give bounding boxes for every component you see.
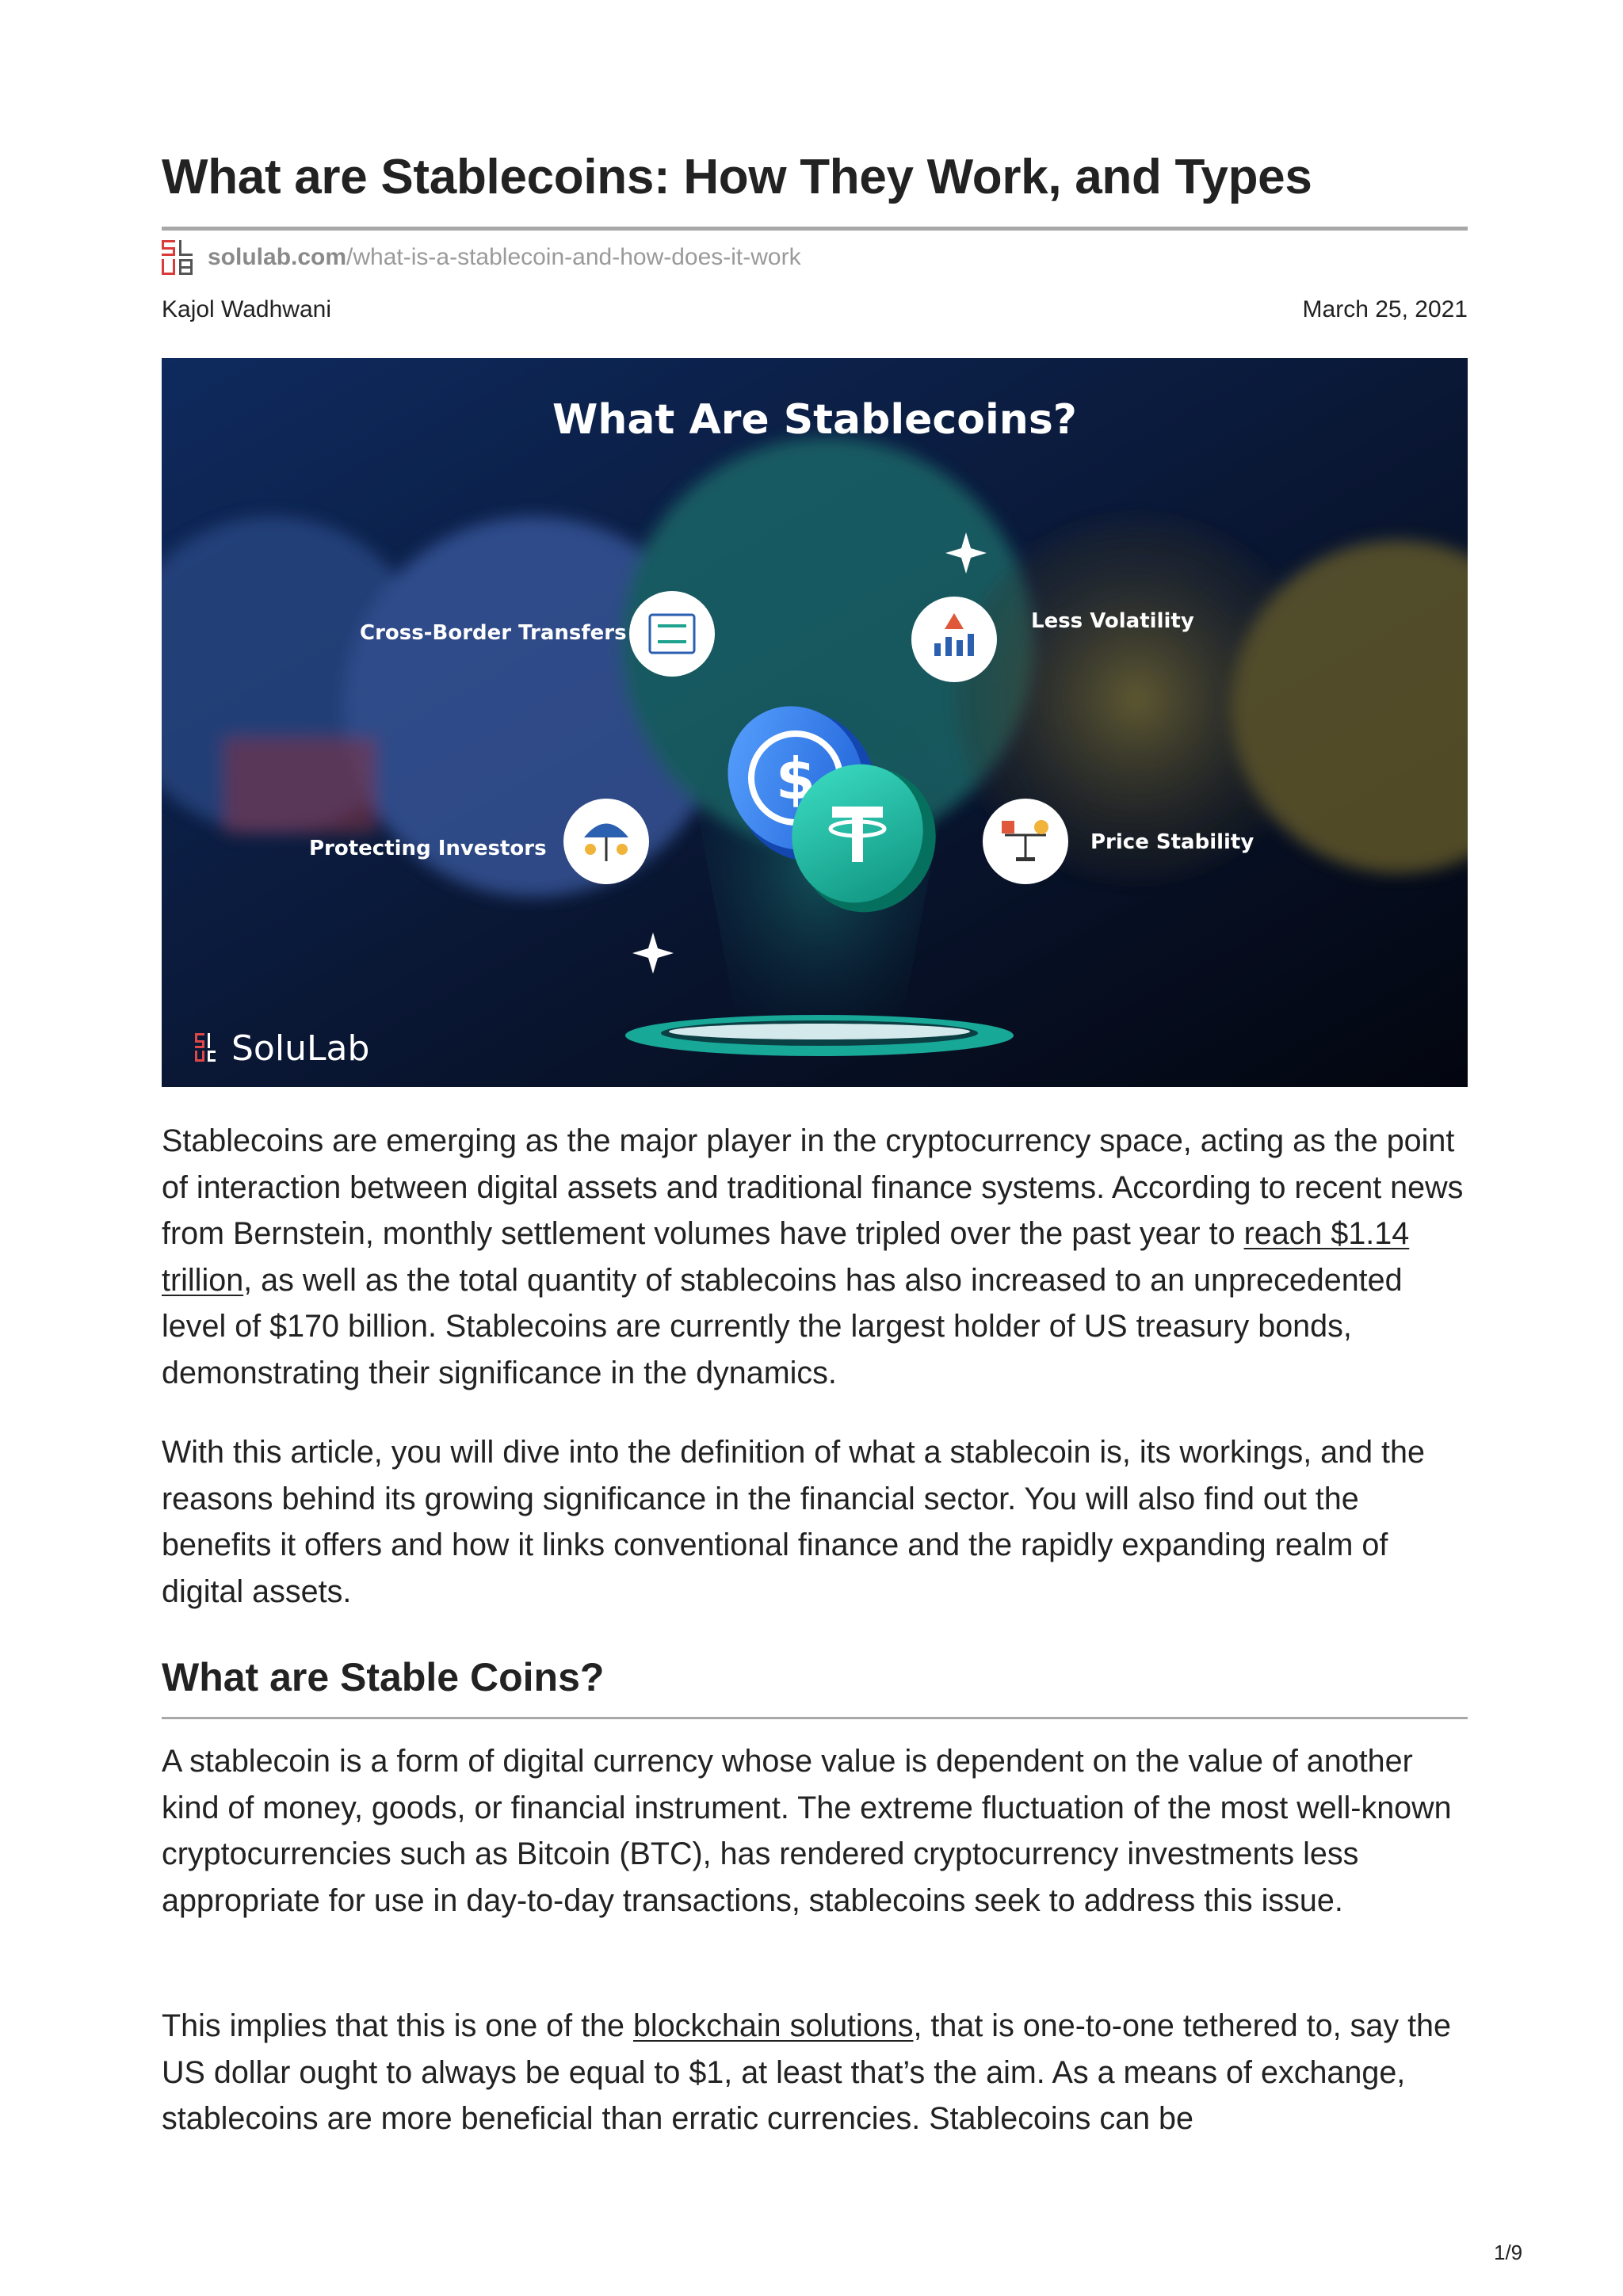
svg-text:$: $ bbox=[775, 746, 816, 812]
hero-illustration bbox=[162, 358, 1468, 1087]
paragraph-overview: With this article, you will dive into the definition of what a stablecoin is, its workings, and the reasons behind its growing significance in the financial sector. You will also find out the benefits it offers and how it links conventional finance and the rapidly expanding realm of digital assets. bbox=[162, 1435, 1425, 1609]
paragraph-blockchain bbox=[162, 2003, 1468, 2142]
article-title: What are Stablecoins: How They Work, and Types bbox=[162, 150, 1312, 204]
hero-heading: What Are Stablecoins? bbox=[552, 396, 1077, 444]
paragraph-intro-text-cont: , as well as the total quantity of stablecoins has also increased to an unprecedented level of $170 billion. Stablecoins are currently the largest holder of US treasury bonds, demonstrating their significance in the dynamics. bbox=[162, 1262, 1403, 1390]
feature-less-volatility: Less Volatility bbox=[1031, 609, 1194, 633]
paragraph-intro-text: Stablecoins are emerging as the major player in the cryptocurrency space, acting as the point of interaction between digital assets and traditional finance systems. According to recent news from Bernstein, monthly settlement volumes have tripled over the past year to bbox=[162, 1123, 1464, 1251]
author-name: Kajol Wadhwani bbox=[162, 296, 331, 322]
source-line[interactable] bbox=[162, 239, 801, 276]
solulab-logo-icon bbox=[162, 240, 193, 275]
umbrella-investor-icon bbox=[563, 799, 649, 884]
pedestal bbox=[625, 1015, 1014, 1056]
hero-brand-name: SoluLab bbox=[231, 1028, 370, 1069]
volatility-chart-icon bbox=[911, 597, 997, 682]
paragraph-intro bbox=[162, 1118, 1468, 1396]
page-indicator: 1/9 bbox=[1494, 2241, 1523, 2264]
transfer-icon bbox=[629, 591, 715, 677]
publish-date: March 25, 2021 bbox=[1302, 296, 1468, 322]
link-blockchain-solutions[interactable]: blockchain solutions bbox=[632, 2008, 914, 2043]
paragraph-definition: A stablecoin is a form of digital currency whose value is dependent on the value of another kind of money, goods, or financial instrument. The extreme fluctuation of the most well-known cryptocurrencies such as Bitcoin (BTC), has rendered cryptocurrency investments less appropriate for use in day-to-day transactions, stablecoins seek to address this issue. bbox=[162, 1744, 1452, 1918]
source-path[interactable]: /what-is-a-stablecoin-and-how-does-it-work bbox=[346, 244, 801, 270]
link-reach-1-14-trillion[interactable]: reach $1.14 trillion bbox=[162, 1216, 1410, 1298]
feature-cross-border: Cross-Border Transfers bbox=[360, 621, 627, 645]
hero-image bbox=[162, 358, 1468, 1087]
section-divider bbox=[162, 1717, 1468, 1719]
balance-scale-icon bbox=[983, 799, 1068, 884]
feature-protecting-investors: Protecting Investors bbox=[309, 837, 547, 860]
title-divider bbox=[162, 227, 1468, 231]
section-heading-stable-coins: What are Stable Coins? bbox=[162, 1655, 605, 1699]
feature-price-stability: Price Stability bbox=[1090, 830, 1254, 854]
paragraph-blockchain-text-cont: , that is one-to-one tethered to, say the US dollar ought to always be equal to $1, at least that’s the aim. As a means of exchange, stablecoins are more beneficial than erratic currencies. Stablecoins can be bbox=[162, 2008, 1451, 2136]
source-domain[interactable]: solulab.com bbox=[208, 244, 347, 270]
paragraph-blockchain-text: This implies that this is one of the bbox=[162, 2008, 633, 2043]
